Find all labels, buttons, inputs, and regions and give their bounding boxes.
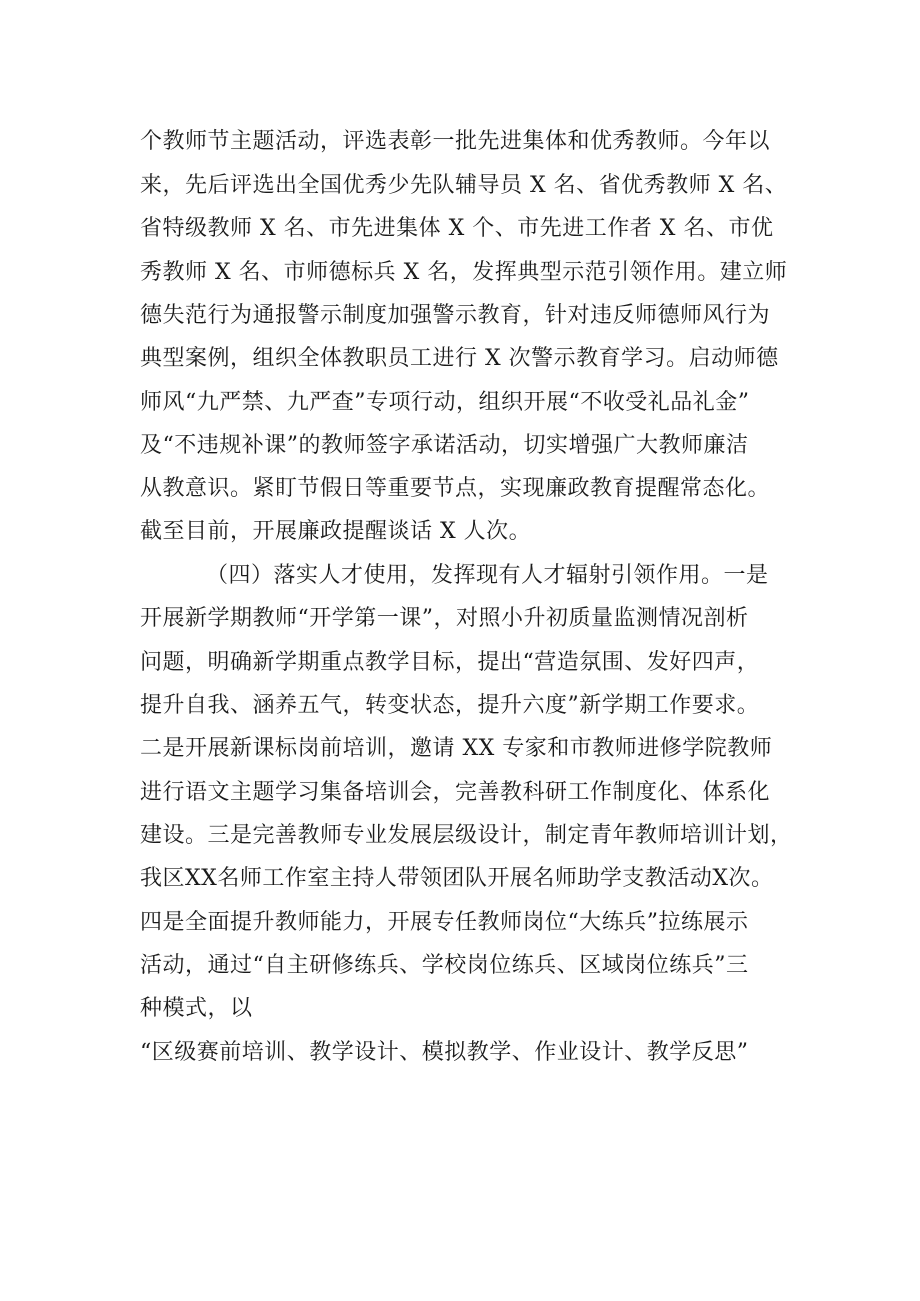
text-line: 典型案例，组织全体教职员工进行 X 次警示教育学习。启动师德: [140, 346, 779, 371]
text-line: 从教意识。紧盯节假日等重要节点，实现廉政教育提醒常态化。: [140, 476, 771, 501]
text-line: 提升自我、涵养五气，转变状态，提升六度”新学期工作要求。: [140, 693, 760, 718]
text-line: “区级赛前培训、教学设计、模拟教学、作业设计、教学反思”: [140, 1040, 749, 1065]
text-line: 省特级教师 X 名、市先进集体 X 个、市先进工作者 X 名、市优: [140, 216, 774, 241]
text-line: 二是开展新课标岗前培训，邀请 XX 专家和市教师进修学院教师: [140, 736, 773, 761]
section-heading-line: （四）落实人才使用，发挥现有人才辐射引领作用。一是: [206, 563, 769, 588]
text-line: 及“不违规补课”的教师签字承诺活动，切实增强广大教师廉洁: [140, 433, 749, 458]
text-line: 种模式，以: [140, 996, 253, 1021]
text-line: 我区XX名师工作室主持人带领团队开展名师助学支教活动X次。: [140, 866, 774, 891]
text-line: 德失范行为通报警示制度加强警示教育，针对违反师德师风行为: [140, 303, 771, 328]
text-line: 活动，通过“自主研修练兵、学校岗位练兵、区域岗位练兵”三: [140, 953, 749, 978]
text-line: 个教师节主题活动，评选表彰一批先进集体和优秀教师。今年以: [140, 129, 771, 154]
text-line: 截至目前，开展廉政提醒谈话 X 人次。: [140, 519, 532, 544]
text-line: 问题，明确新学期重点教学目标，提出“营造氛围、发好四声，: [140, 650, 760, 675]
text-line: 师风“九严禁、九严查”专项行动，组织开展“不收受礼品礼金”: [140, 390, 750, 415]
text-line: 四是全面提升教师能力，开展专任教师岗位“大练兵”拉练展示: [140, 910, 749, 935]
text-line: 开展新学期教师“开学第一课”，对照小升初质量监测情况剖析: [140, 606, 749, 631]
text-line: 进行语文主题学习集备培训会，完善教科研工作制度化、体系化: [140, 780, 771, 805]
text-line: 秀教师 X 名、市师德标兵 X 名，发挥典型示范引领作用。建立师: [140, 260, 788, 285]
text-line: 来，先后评选出全国优秀少先队辅导员 X 名、省优秀教师 X 名、: [140, 173, 788, 198]
text-line: 建设。三是完善教师专业发展层级设计，制定青年教师培训计划，: [140, 823, 793, 848]
